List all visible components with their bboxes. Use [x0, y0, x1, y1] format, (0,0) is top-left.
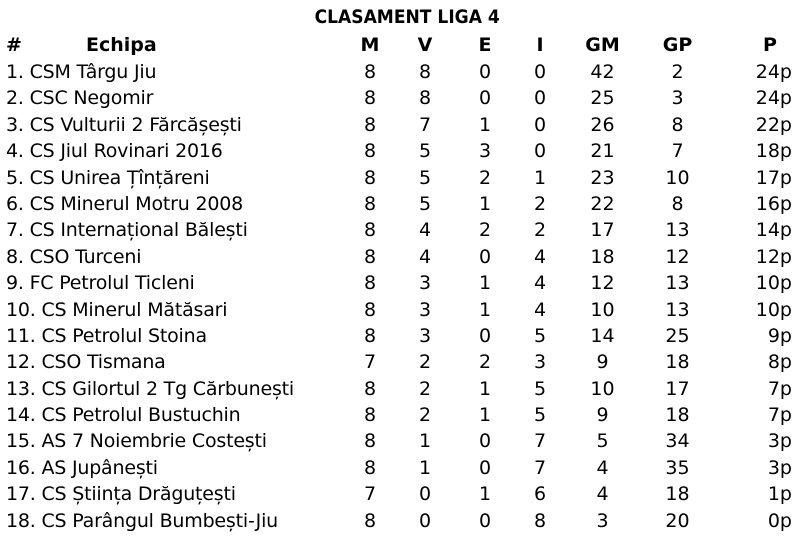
cell-m: 8: [363, 324, 377, 347]
team-name: 8. CSO Turceni: [6, 245, 142, 268]
team-name: 14. CS Petrolul Bustuchin: [6, 404, 241, 427]
cell-gp: 3: [671, 87, 684, 110]
header-gm: GM: [585, 34, 620, 56]
cell-m: 8: [363, 509, 377, 532]
table-row: [0, 376, 800, 402]
cell-i: 1: [533, 166, 547, 189]
cell-v: 1: [418, 430, 432, 453]
cell-i: 6: [533, 483, 547, 506]
cell-v: 1: [418, 456, 432, 479]
cell-p: 0p: [767, 509, 792, 532]
cell-v: 2: [418, 377, 432, 400]
cell-p: 17p: [755, 166, 792, 189]
cell-gp: 18: [665, 351, 690, 374]
cell-e: 1: [478, 298, 492, 321]
cell-i: 4: [533, 245, 547, 268]
table-row: [0, 428, 800, 454]
cell-v: 4: [418, 219, 432, 242]
table-row: [0, 455, 800, 481]
cell-gp: 18: [665, 483, 690, 506]
cell-e: 1: [478, 483, 492, 506]
cell-p: 8p: [767, 351, 792, 374]
cell-gm: 5: [596, 430, 609, 453]
cell-v: 2: [418, 404, 432, 427]
cell-gm: 14: [590, 324, 615, 347]
cell-e: 2: [478, 219, 492, 242]
team-name: 15. AS 7 Noiembrie Costești: [6, 430, 267, 453]
cell-e: 0: [478, 430, 492, 453]
cell-m: 8: [363, 272, 377, 295]
cell-i: 4: [533, 272, 547, 295]
cell-gp: 10: [665, 166, 690, 189]
cell-e: 0: [478, 509, 492, 532]
cell-gp: 2: [671, 61, 684, 83]
table-row: [0, 481, 800, 507]
table-row: [0, 244, 800, 270]
cell-p: 12p: [755, 245, 792, 268]
cell-p: 14p: [755, 219, 792, 242]
cell-gm: 21: [590, 140, 615, 163]
cell-p: 10p: [755, 298, 792, 321]
cell-gm: 3: [596, 509, 609, 532]
header-v: V: [417, 34, 433, 56]
cell-v: 3: [418, 324, 432, 347]
cell-gm: 17: [590, 219, 615, 242]
cell-p: 16p: [755, 192, 792, 215]
cell-p: 22p: [755, 113, 792, 136]
header-pos: #: [6, 34, 22, 56]
cell-p: 3p: [767, 456, 792, 479]
cell-gp: 13: [665, 272, 690, 295]
cell-p: 7p: [767, 404, 792, 427]
team-name: 3. CS Vulturii 2 Fărcășești: [6, 113, 242, 136]
cell-p: 24p: [755, 61, 792, 83]
cell-gp: 13: [665, 298, 690, 321]
cell-p: 1p: [767, 483, 792, 506]
table-row: [0, 217, 800, 243]
table-row: [0, 85, 800, 111]
cell-p: 18p: [755, 140, 792, 163]
table-row: [0, 138, 800, 164]
cell-i: 5: [533, 404, 547, 427]
cell-gm: 10: [590, 298, 615, 321]
cell-p: 3p: [767, 430, 792, 453]
cell-e: 1: [478, 404, 492, 427]
cell-i: 4: [533, 298, 547, 321]
cell-p: 10p: [755, 272, 792, 295]
cell-gm: 25: [590, 87, 615, 110]
cell-e: 3: [478, 140, 492, 163]
cell-gm: 9: [596, 404, 609, 427]
cell-m: 8: [363, 61, 377, 83]
table-row: [0, 112, 800, 138]
cell-v: 2: [418, 351, 432, 374]
team-name: 11. CS Petrolul Stoina: [6, 324, 207, 347]
cell-gp: 25: [665, 324, 690, 347]
cell-gp: 35: [665, 456, 690, 479]
cell-gp: 7: [671, 140, 684, 163]
cell-e: 2: [478, 351, 492, 374]
cell-i: 0: [533, 140, 547, 163]
table-row: [0, 349, 800, 375]
team-name: 5. CS Unirea Țînțăreni: [6, 166, 210, 189]
cell-m: 8: [363, 192, 377, 215]
cell-e: 1: [478, 272, 492, 295]
cell-v: 8: [418, 87, 432, 110]
cell-e: 2: [478, 166, 492, 189]
cell-v: 5: [418, 192, 432, 215]
team-name: 4. CS Jiul Rovinari 2016: [6, 140, 223, 163]
cell-gp: 34: [665, 430, 690, 453]
team-name: 12. CSO Tismana: [6, 351, 166, 374]
cell-v: 3: [418, 298, 432, 321]
cell-p: 7p: [767, 377, 792, 400]
header-m: M: [360, 34, 380, 56]
table-row: [0, 402, 800, 428]
cell-gm: 4: [596, 483, 609, 506]
cell-gm: 10: [590, 377, 615, 400]
cell-i: 2: [533, 219, 547, 242]
cell-gp: 17: [665, 377, 690, 400]
cell-gm: 12: [590, 272, 615, 295]
cell-v: 0: [418, 483, 432, 506]
cell-e: 1: [478, 113, 492, 136]
cell-m: 8: [363, 166, 377, 189]
team-name: 16. AS Jupânești: [6, 456, 158, 479]
cell-e: 0: [478, 456, 492, 479]
team-name: 17. CS Știința Drăguțești: [6, 483, 236, 506]
cell-m: 8: [363, 113, 377, 136]
cell-v: 0: [418, 509, 432, 532]
cell-v: 5: [418, 140, 432, 163]
cell-m: 8: [363, 456, 377, 479]
cell-m: 7: [363, 483, 377, 506]
cell-m: 8: [363, 404, 377, 427]
cell-i: 5: [533, 377, 547, 400]
cell-gm: 18: [590, 245, 615, 268]
cell-gm: 42: [590, 61, 615, 83]
cell-gm: 4: [596, 456, 609, 479]
cell-i: 0: [533, 113, 547, 136]
cell-m: 8: [363, 87, 377, 110]
team-name: 13. CS Gilortul 2 Tg Cărbunești: [6, 377, 294, 400]
table-row: [0, 59, 800, 85]
table-row: [0, 270, 800, 296]
cell-gm: 22: [590, 192, 615, 215]
header-e: E: [478, 34, 492, 56]
table-row: [0, 165, 800, 191]
cell-i: 8: [533, 509, 547, 532]
cell-p: 9p: [767, 324, 792, 347]
cell-v: 3: [418, 272, 432, 295]
cell-v: 7: [418, 113, 432, 136]
table-row: [0, 323, 800, 349]
cell-gp: 8: [671, 113, 684, 136]
team-name: 2. CSC Negomir: [6, 87, 154, 110]
cell-e: 0: [478, 87, 492, 110]
cell-e: 1: [478, 192, 492, 215]
table-row: [0, 508, 800, 534]
cell-p: 24p: [755, 87, 792, 110]
header-i: I: [536, 34, 544, 56]
cell-gp: 13: [665, 219, 690, 242]
cell-gp: 20: [665, 509, 690, 532]
header-p: P: [763, 34, 777, 56]
cell-gp: 18: [665, 404, 690, 427]
cell-gp: 8: [671, 192, 684, 215]
cell-v: 5: [418, 166, 432, 189]
cell-i: 2: [533, 192, 547, 215]
cell-i: 5: [533, 324, 547, 347]
cell-m: 8: [363, 219, 377, 242]
cell-i: 7: [533, 456, 547, 479]
team-name: 9. FC Petrolul Ticleni: [6, 272, 195, 295]
cell-gm: 9: [596, 351, 609, 374]
header-gp: GP: [662, 34, 693, 56]
standings-table: [0, 59, 800, 534]
header-team: Echipa: [86, 34, 157, 56]
cell-e: 0: [478, 245, 492, 268]
table-row: [0, 297, 800, 323]
table-row: [0, 191, 800, 217]
cell-gp: 12: [665, 245, 690, 268]
cell-m: 8: [363, 430, 377, 453]
cell-m: 8: [363, 140, 377, 163]
cell-m: 8: [363, 298, 377, 321]
cell-e: 0: [478, 61, 492, 83]
team-name: 10. CS Minerul Mătăsari: [6, 298, 228, 321]
cell-m: 8: [363, 245, 377, 268]
cell-e: 1: [478, 377, 492, 400]
cell-i: 3: [533, 351, 547, 374]
cell-i: 0: [533, 61, 547, 83]
cell-e: 0: [478, 324, 492, 347]
team-name: 18. CS Parângul Bumbești-Jiu: [6, 509, 278, 532]
cell-m: 7: [363, 351, 377, 374]
team-name: 1. CSM Târgu Jiu: [6, 61, 157, 83]
team-name: 7. CS Internațional Bălești: [6, 219, 248, 242]
cell-m: 8: [363, 377, 377, 400]
cell-v: 8: [418, 61, 432, 83]
cell-i: 0: [533, 87, 547, 110]
cell-i: 7: [533, 430, 547, 453]
cell-gm: 26: [590, 113, 615, 136]
cell-gm: 23: [590, 166, 615, 189]
team-name: 6. CS Minerul Motru 2008: [6, 192, 244, 215]
page-title: CLASAMENT LIGA 4: [314, 6, 500, 28]
cell-v: 4: [418, 245, 432, 268]
